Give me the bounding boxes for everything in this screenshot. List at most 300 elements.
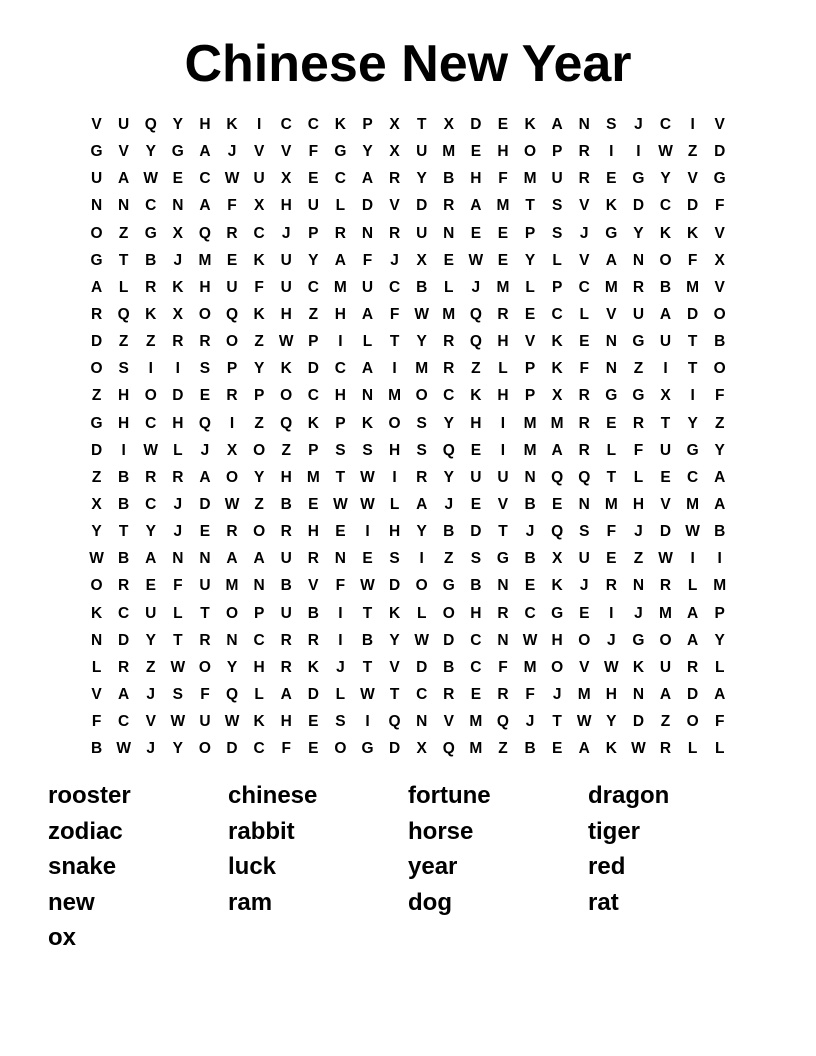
grid-letter: I: [690, 387, 695, 405]
grid-letter: D: [118, 631, 130, 649]
grid-letter: K: [253, 251, 265, 269]
grid-letter: H: [497, 143, 509, 161]
grid-letter: C: [470, 658, 482, 676]
grid-letter: K: [659, 224, 672, 242]
grid-letter: H: [280, 197, 292, 215]
grid-letter: X: [416, 740, 427, 758]
grid-letter: X: [91, 495, 102, 513]
grid-letter: Z: [633, 550, 644, 568]
grid-letter: Y: [145, 523, 156, 541]
grid-letter: S: [335, 713, 346, 731]
grid-letter: I: [256, 116, 262, 133]
grid-letter: A: [199, 143, 211, 161]
grid-letter: S: [551, 224, 563, 242]
grid-letter: M: [523, 658, 537, 676]
grid-letter: N: [90, 197, 103, 215]
grid-letter: K: [551, 333, 563, 351]
grid-letter: H: [307, 523, 319, 541]
grid-letter: R: [388, 170, 401, 188]
grid-letter: F: [200, 685, 210, 703]
grid-letter: M: [713, 577, 727, 595]
grid-letter: Y: [714, 441, 725, 459]
grid-letter: Q: [551, 523, 564, 541]
grid-letter: Z: [91, 387, 102, 405]
grid-letter: C: [307, 387, 319, 405]
grid-letter: L: [416, 604, 427, 622]
grid-letter: E: [308, 740, 319, 758]
grid-letter: G: [632, 333, 645, 351]
grid-letter: W: [360, 495, 375, 513]
grid-letter: C: [307, 116, 319, 133]
grid-letter: D: [199, 495, 211, 513]
grid-letter: I: [500, 441, 506, 459]
grid-letter: K: [524, 116, 536, 133]
grid-letter: G: [334, 143, 347, 161]
grid-letter: Y: [253, 360, 265, 378]
grid-letter: C: [578, 278, 590, 296]
grid-letter: M: [523, 441, 537, 459]
grid-letter: F: [173, 577, 183, 595]
grid-letter: A: [470, 197, 482, 215]
grid-letter: K: [687, 224, 699, 242]
grid-letter: Z: [660, 713, 671, 731]
grid-letter: G: [496, 550, 509, 568]
grid-letter: I: [338, 631, 343, 649]
grid-letter: Z: [444, 550, 454, 568]
grid-letter: C: [145, 197, 157, 215]
grid-letter: E: [470, 224, 482, 242]
grid-letter: O: [415, 577, 428, 595]
grid-letter: H: [470, 604, 482, 622]
grid-letter: E: [497, 224, 509, 242]
grid-letter: B: [470, 577, 482, 595]
grid-letter: U: [632, 305, 645, 323]
grid-letter: V: [497, 495, 509, 513]
grid-letter: C: [118, 604, 130, 622]
grid-letter: W: [414, 305, 429, 323]
grid-letter: A: [687, 604, 699, 622]
grid-letter: A: [551, 116, 563, 133]
grid-letter: J: [146, 740, 156, 758]
grid-letter: N: [605, 360, 617, 378]
grid-letter: W: [360, 577, 375, 595]
grid-letter: M: [686, 278, 700, 296]
grid-row: [83, 735, 735, 762]
grid-letter: N: [90, 631, 103, 649]
grid-letter: J: [336, 658, 345, 676]
grid-letter: Z: [91, 468, 102, 486]
grid-letter: D: [470, 523, 482, 541]
grid-letter: R: [145, 278, 157, 296]
grid-letter: B: [280, 495, 292, 513]
grid-letter: T: [362, 604, 373, 622]
grid-letter: W: [360, 468, 375, 486]
grid-letter: R: [416, 468, 428, 486]
grid-letter: P: [524, 224, 536, 242]
grid-letter: J: [634, 116, 643, 133]
grid-letter: L: [91, 658, 102, 676]
grid-letter: H: [172, 414, 184, 432]
grid-letter: P: [253, 387, 265, 405]
grid-letter: V: [389, 658, 400, 676]
grid-letter: C: [388, 278, 401, 296]
grid-letter: O: [659, 251, 672, 269]
grid-letter: M: [523, 170, 537, 188]
grid-letter: I: [636, 143, 641, 161]
grid-row: [83, 545, 735, 572]
grid-letter: H: [388, 523, 401, 541]
grid-letter: Z: [498, 740, 508, 758]
grid-letter: U: [497, 468, 509, 486]
grid-letter: T: [416, 116, 427, 133]
grid-letter: Y: [389, 631, 400, 649]
grid-letter: L: [606, 441, 617, 459]
grid-letter: T: [552, 713, 562, 731]
grid-row: [83, 518, 735, 545]
grid-letter: M: [469, 713, 483, 731]
grid-letter: A: [145, 550, 157, 568]
grid-letter: R: [632, 278, 645, 296]
word-list-item: ram: [228, 888, 273, 916]
grid-letter: W: [522, 631, 538, 649]
grid-letter: G: [361, 740, 374, 758]
grid-letter: V: [606, 305, 617, 323]
grid-letter: N: [226, 631, 238, 649]
grid-letter: O: [225, 333, 239, 351]
grid-letter: E: [172, 170, 183, 188]
word-list-item: snake: [48, 853, 117, 880]
grid-letter: X: [660, 387, 671, 405]
grid-letter: X: [714, 251, 725, 269]
grid-letter: K: [605, 197, 617, 215]
grid-letter: G: [605, 224, 618, 242]
grid-letter: F: [308, 143, 319, 161]
grid-letter: D: [307, 360, 319, 378]
grid-letter: H: [497, 333, 509, 351]
grid-letter: Q: [442, 740, 455, 758]
grid-letter: H: [605, 685, 617, 703]
grid-row: [83, 600, 735, 627]
grid-letter: P: [308, 441, 319, 459]
grid-letter: C: [145, 495, 157, 513]
grid-letter: U: [280, 278, 292, 296]
grid-letter: K: [90, 604, 103, 622]
grid-letter: U: [280, 604, 292, 622]
grid-letter: A: [361, 170, 374, 188]
grid-letter: A: [253, 550, 265, 568]
grid-letter: O: [578, 631, 591, 649]
grid-letter: E: [551, 740, 563, 758]
grid-letter: N: [361, 224, 374, 242]
grid-letter: R: [497, 305, 509, 323]
grid-letter: G: [686, 441, 699, 459]
grid-letter: U: [199, 577, 211, 595]
grid-letter: T: [660, 414, 671, 432]
grid-row: [83, 111, 735, 138]
grid-letter: J: [390, 251, 399, 269]
grid-letter: M: [686, 495, 700, 513]
grid-letter: P: [714, 604, 725, 622]
grid-letter: D: [90, 333, 103, 351]
grid-letter: P: [335, 414, 346, 432]
grid-letter: L: [525, 278, 535, 296]
grid-letter: Z: [146, 333, 156, 351]
grid-letter: Z: [118, 333, 129, 351]
grid-letter: N: [524, 468, 536, 486]
grid-letter: A: [578, 740, 590, 758]
grid-row: [83, 654, 735, 681]
grid-letter: J: [525, 713, 535, 731]
grid-letter: R: [388, 224, 401, 242]
word-list: [48, 778, 788, 956]
grid-letter: F: [606, 523, 617, 541]
grid-letter: J: [607, 631, 616, 649]
grid-letter: P: [226, 360, 238, 378]
grid-letter: A: [226, 550, 238, 568]
grid-letter: V: [91, 116, 102, 133]
grid-letter: E: [470, 685, 482, 703]
grid-letter: B: [145, 251, 157, 269]
grid-letter: T: [335, 468, 346, 486]
grid-letter: P: [551, 143, 563, 161]
grid-letter: U: [416, 224, 428, 242]
grid-letter: W: [333, 495, 348, 513]
grid-letter: N: [253, 577, 265, 595]
grid-letter: V: [687, 170, 698, 188]
grid-letter: P: [524, 360, 536, 378]
grid-letter: B: [443, 170, 455, 188]
grid-letter: C: [307, 278, 319, 296]
grid-letter: T: [118, 251, 129, 269]
grid-letter: K: [551, 360, 563, 378]
grid-letter: J: [173, 251, 183, 269]
grid-letter: T: [389, 333, 400, 351]
grid-letter: B: [659, 278, 672, 296]
grid-letter: B: [524, 495, 536, 513]
grid-letter: Z: [146, 658, 156, 676]
grid-letter: Q: [578, 468, 591, 486]
grid-letter: R: [578, 387, 590, 405]
grid-letter: M: [333, 278, 347, 296]
grid-row: [83, 192, 735, 219]
grid-letter: Y: [714, 631, 725, 649]
grid-letter: C: [659, 116, 672, 133]
grid-letter: I: [338, 333, 343, 351]
grid-letter: C: [145, 414, 157, 432]
grid-letter: Y: [633, 224, 644, 242]
grid-letter: V: [524, 333, 536, 351]
grid-letter: Z: [687, 143, 698, 161]
grid-letter: O: [198, 658, 211, 676]
grid-letter: U: [199, 713, 211, 731]
grid-letter: L: [335, 685, 346, 703]
grid-letter: R: [118, 577, 130, 595]
grid-letter: C: [470, 631, 482, 649]
grid-letter: K: [605, 740, 617, 758]
grid-letter: Y: [687, 414, 698, 432]
grid-letter: O: [388, 414, 401, 432]
grid-letter: O: [90, 224, 103, 242]
grid-letter: H: [497, 387, 509, 405]
grid-row: [83, 355, 735, 382]
grid-letter: B: [443, 658, 455, 676]
grid-letter: O: [90, 360, 103, 378]
grid-letter: C: [253, 631, 265, 649]
grid-letter: K: [307, 658, 319, 676]
grid-letter: E: [606, 170, 617, 188]
grid-letter: Q: [469, 333, 482, 351]
letter-grid: [83, 111, 735, 762]
grid-letter: B: [714, 523, 726, 541]
grid-letter: K: [361, 414, 374, 432]
grid-letter: D: [687, 685, 699, 703]
grid-letter: O: [90, 577, 103, 595]
grid-letter: W: [224, 713, 240, 731]
grid-letter: S: [416, 441, 427, 459]
grid-letter: V: [579, 197, 590, 215]
grid-letter: R: [307, 631, 319, 649]
grid-letter: U: [470, 468, 482, 486]
grid-letter: X: [172, 224, 183, 242]
grid-letter: C: [687, 468, 699, 486]
grid-letter: V: [253, 143, 265, 161]
grid-letter: Z: [714, 414, 725, 432]
grid-letter: A: [90, 278, 103, 296]
grid-letter: Z: [281, 441, 291, 459]
grid-letter: W: [658, 143, 673, 161]
grid-letter: C: [443, 387, 455, 405]
grid-letter: B: [118, 495, 130, 513]
grid-letter: B: [90, 740, 103, 758]
grid-letter: M: [496, 197, 510, 215]
word-list-item: dragon: [588, 782, 670, 809]
grid-letter: Q: [117, 305, 130, 323]
grid-letter: O: [415, 387, 428, 405]
grid-letter: U: [361, 278, 374, 296]
grid-letter: X: [551, 550, 563, 568]
grid-letter: Q: [198, 224, 211, 242]
grid-letter: O: [524, 143, 537, 161]
grid-letter: G: [605, 387, 618, 405]
grid-letter: M: [306, 468, 320, 486]
grid-letter: L: [173, 604, 183, 622]
grid-letter: F: [91, 713, 102, 731]
grid-letter: S: [118, 360, 129, 378]
grid-letter: O: [253, 441, 266, 459]
grid-letter: D: [416, 658, 428, 676]
grid-letter: U: [280, 251, 292, 269]
grid-letter: H: [280, 468, 292, 486]
grid-letter: H: [632, 495, 645, 513]
grid-letter: Q: [280, 414, 293, 432]
grid-letter: H: [334, 387, 346, 405]
grid-letter: Z: [254, 414, 264, 432]
grid-letter: N: [416, 713, 428, 731]
grid-letter: M: [388, 387, 402, 405]
grid-letter: F: [227, 197, 237, 215]
grid-letter: O: [144, 387, 157, 405]
grid-letter: R: [497, 685, 509, 703]
grid-letter: N: [118, 197, 130, 215]
grid-letter: P: [253, 604, 265, 622]
grid-letter: C: [253, 740, 265, 758]
grid-letter: R: [280, 658, 292, 676]
grid-letter: E: [606, 550, 617, 568]
grid-letter: Z: [254, 333, 264, 351]
grid-letter: A: [118, 170, 130, 188]
grid-letter: Q: [225, 305, 239, 323]
grid-letter: Q: [469, 305, 482, 323]
grid-letter: N: [632, 685, 645, 703]
grid-letter: A: [659, 305, 672, 323]
grid-letter: I: [690, 116, 695, 133]
grid-letter: V: [714, 278, 725, 296]
grid-letter: A: [605, 251, 617, 269]
grid-letter: E: [579, 604, 590, 622]
grid-letter: M: [659, 604, 672, 622]
grid-letter: H: [199, 278, 211, 296]
grid-letter: S: [606, 116, 617, 133]
grid-letter: E: [470, 441, 482, 459]
grid-letter: C: [659, 197, 672, 215]
grid-letter: U: [253, 170, 265, 188]
grid-row: [83, 220, 735, 247]
grid-letter: Y: [606, 713, 617, 731]
grid-letter: K: [226, 116, 238, 133]
grid-letter: T: [389, 685, 400, 703]
grid-letter: R: [199, 631, 211, 649]
grid-letter: I: [392, 468, 397, 486]
grid-letter: O: [686, 713, 699, 731]
grid-letter: Z: [633, 360, 644, 378]
grid-letter: E: [226, 251, 238, 269]
grid-letter: C: [416, 685, 428, 703]
word-list-item: rat: [588, 888, 619, 916]
grid-letter: U: [578, 550, 590, 568]
grid-letter: W: [224, 495, 240, 513]
grid-letter: M: [198, 251, 212, 269]
grid-letter: T: [173, 631, 183, 649]
grid-letter: D: [632, 197, 645, 215]
grid-letter: X: [226, 441, 238, 459]
grid-letter: K: [470, 387, 482, 405]
grid-letter: I: [229, 414, 235, 432]
grid-letter: F: [362, 251, 373, 269]
grid-letter: A: [118, 685, 130, 703]
grid-letter: R: [280, 523, 292, 541]
grid-letter: R: [578, 143, 590, 161]
grid-letter: O: [334, 740, 347, 758]
grid-letter: K: [632, 658, 645, 676]
grid-letter: R: [280, 631, 292, 649]
grid-letter: C: [280, 116, 292, 133]
grid-letter: J: [227, 143, 237, 161]
grid-letter: N: [497, 577, 509, 595]
grid-letter: S: [416, 414, 427, 432]
grid-letter: U: [416, 143, 428, 161]
grid-letter: Z: [308, 305, 319, 323]
grid-letter: H: [470, 170, 482, 188]
grid-letter: L: [389, 495, 400, 513]
grid-letter: H: [118, 387, 130, 405]
grid-letter: P: [551, 278, 563, 296]
grid-letter: W: [658, 550, 673, 568]
grid-letter: L: [118, 278, 129, 296]
grid-letter: S: [389, 550, 400, 568]
grid-letter: G: [90, 251, 103, 269]
grid-letter: R: [659, 577, 672, 595]
grid-letter: U: [551, 170, 563, 188]
